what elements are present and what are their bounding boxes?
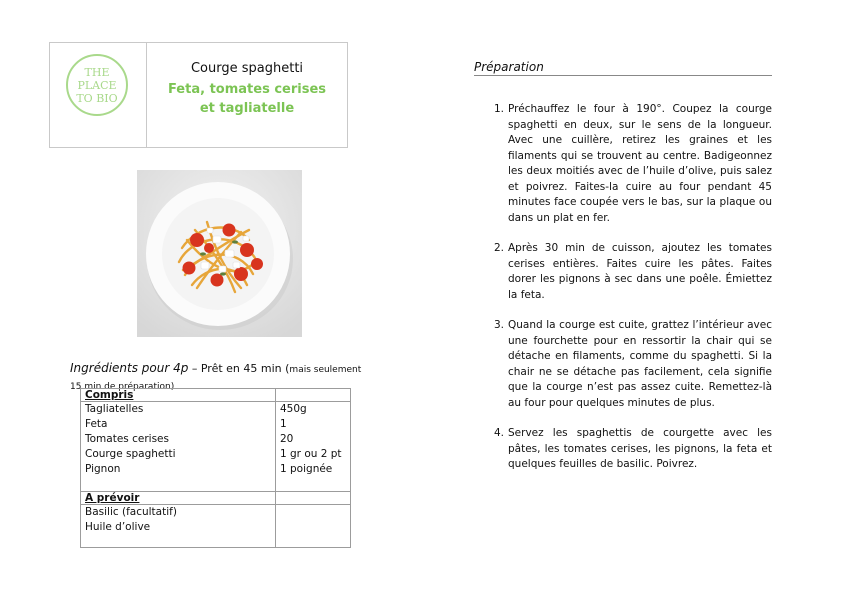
list-item xyxy=(494,241,772,303)
table-cell xyxy=(81,505,276,548)
pasta-plate-illustration xyxy=(137,170,302,337)
preparation-title: Préparation xyxy=(474,60,772,76)
preparation-steps xyxy=(494,102,772,488)
section-title-included: Compris xyxy=(85,389,134,401)
recipe-subtitle: Feta, tomates cerises et tagliatelle xyxy=(167,82,327,116)
table-cell xyxy=(81,492,276,505)
ready-time: – Prêt en 45 min ( xyxy=(188,362,290,375)
table-row xyxy=(81,402,351,492)
ingredients-table xyxy=(80,388,351,548)
table-row xyxy=(81,492,351,505)
step-text: Quand la courge est cuite, grattez l’intérieur avec une fourchette pour en ressortir la chair qui se détache en filaments, comme du spaghetti. Si la chair ne se détache pas facilement, cela signifie que la courge n’est pas assez cuite. Remettez-là au four pour quelques minutes de plus. xyxy=(508,319,772,409)
table-cell xyxy=(276,505,351,548)
ingredient-name: Basilic (facultatif) xyxy=(85,506,177,518)
ingredient-name: Tagliatelles xyxy=(85,403,144,415)
dish-photo xyxy=(137,170,302,337)
logo-cell xyxy=(50,43,147,147)
section-title-to-provide: A prévoir xyxy=(85,492,140,504)
ingredient-name: Tomates cerises xyxy=(85,433,169,445)
ingredient-name: Feta xyxy=(85,418,108,430)
list-item xyxy=(494,102,772,226)
prep-time-note: mais seulement 15 min de préparation) xyxy=(70,365,362,392)
ingredients-label: Ingrédients pour 4p xyxy=(70,361,189,375)
ingredient-qty: 450g xyxy=(280,403,307,415)
logo-text-line2: TO BIO xyxy=(76,91,118,105)
step-number: 3. xyxy=(494,319,505,331)
table-cell xyxy=(276,389,351,402)
brand-logo xyxy=(66,54,128,116)
ingredient-qty: 1 poignée xyxy=(280,463,333,475)
step-text: Préchauffez le four à 190°. Coupez la courge spaghetti en deux, sur le sens de la longueur. Avec une cuillère, retirez les graines et les filaments qui se trouvent au centre. Badigeonnez les deux moitiés avec de l’huile d’olive, puis salez et poivrez. Faites-la cuire au four pendant 45 minutes face coupée vers le bas, sur la plaque ou dans un plat en fer. xyxy=(508,103,772,224)
list-item xyxy=(494,318,772,411)
ingredient-name: Huile d’olive xyxy=(85,521,151,533)
ingredient-qty: 1 xyxy=(280,418,287,430)
title-cell xyxy=(147,43,347,147)
table-row xyxy=(81,389,351,402)
recipe-header xyxy=(49,42,348,148)
table-cell xyxy=(81,402,276,492)
ingredient-name: Courge spaghetti xyxy=(85,448,176,460)
step-text: Après 30 min de cuisson, ajoutez les tomates cerises entières. Faites cuire les pâtes. Faites dorer les pignons à sec dans une poêle. Émiettez la feta. xyxy=(508,242,772,301)
table-cell xyxy=(276,492,351,505)
step-number: 1. xyxy=(494,103,505,115)
table-cell xyxy=(276,402,351,492)
list-item xyxy=(494,426,772,473)
logo-text-line1: THE PLACE xyxy=(77,65,117,92)
table-row xyxy=(81,505,351,548)
ingredient-qty: 20 xyxy=(280,433,294,445)
ingredient-name: Pignon xyxy=(85,463,121,475)
step-number: 4. xyxy=(494,427,505,439)
table-cell xyxy=(81,389,276,402)
ingredient-qty: 1 gr ou 2 pt xyxy=(280,448,342,460)
step-number: 2. xyxy=(494,242,505,254)
step-text: Servez les spaghettis de courgette avec les pâtes, les tomates cerises, les pignons, la feta et quelques feuilles de basilic. Poivrez. xyxy=(508,427,772,470)
recipe-title: Courge spaghetti xyxy=(190,61,304,76)
